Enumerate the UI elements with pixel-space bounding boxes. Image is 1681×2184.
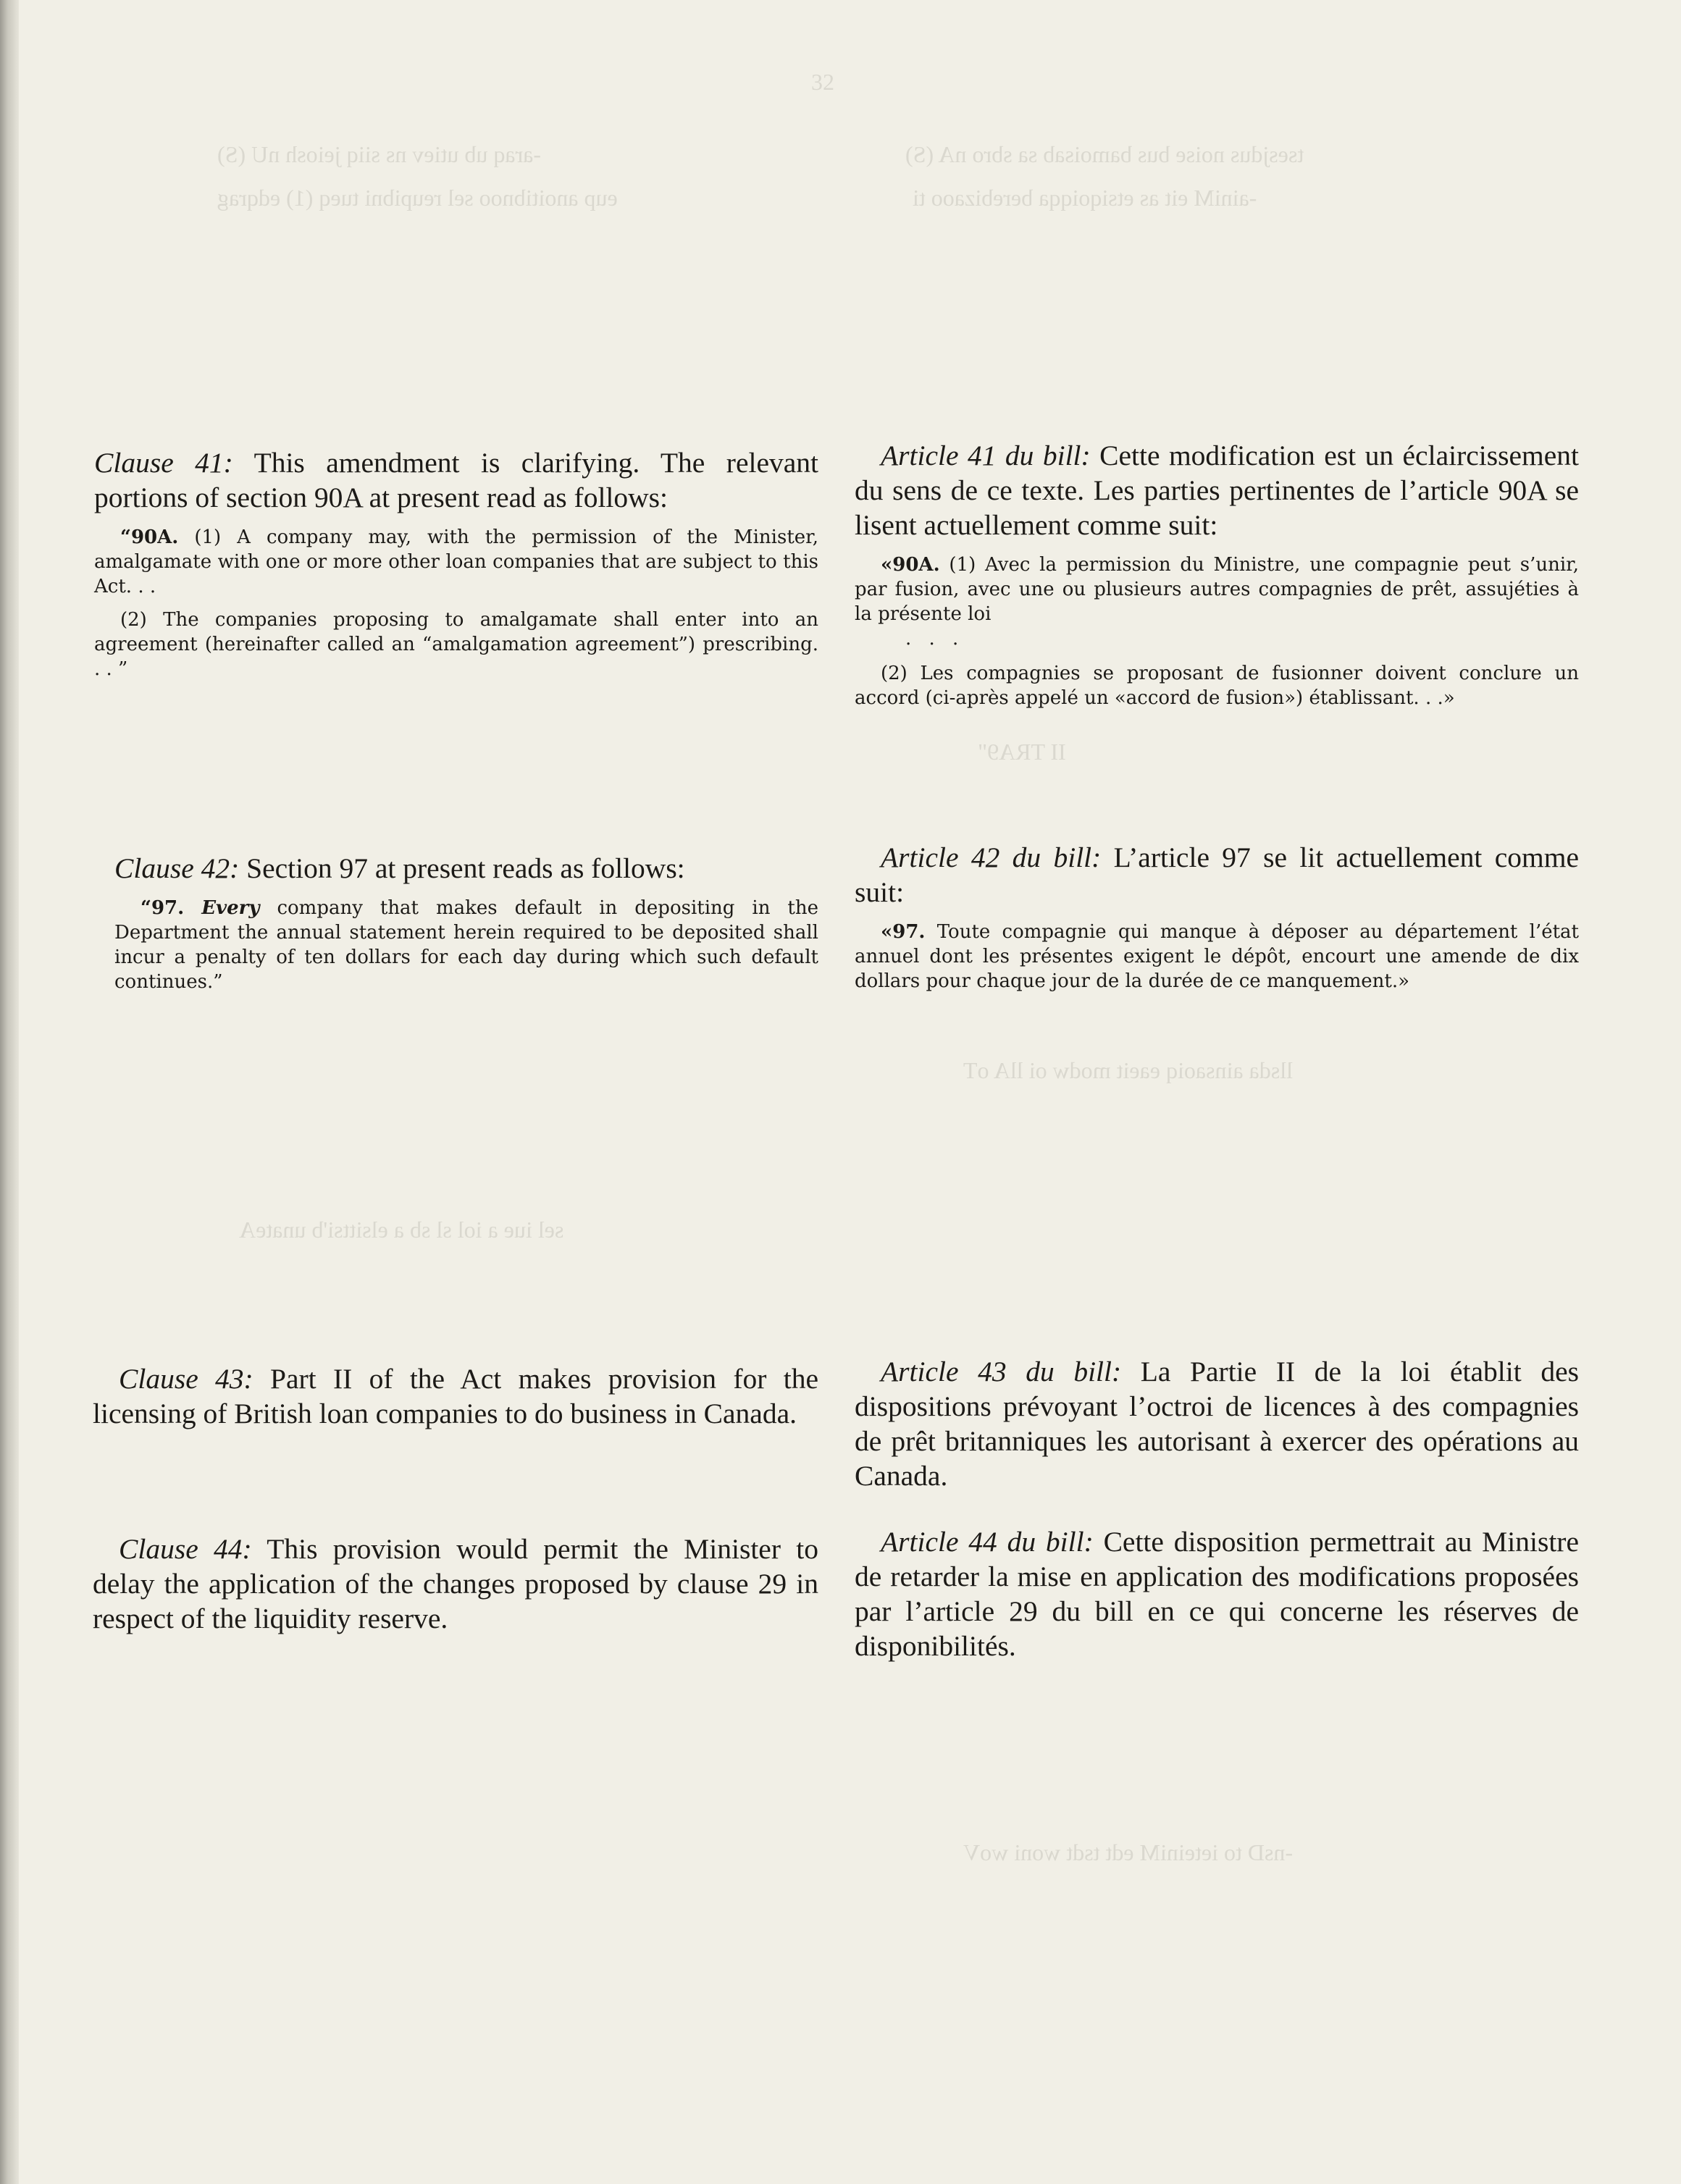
quote-section-number: “90A. (120, 526, 179, 548)
clause-41-section (94, 445, 818, 681)
article-44-label: Article 44 du bill: (881, 1526, 1094, 1558)
clause-42-text: Section 97 at present reads as follows: (239, 852, 685, 884)
article-43-text: La Partie II de la loi établit des dispositions prévoyant l’octroi de licences à des compagnies de prêt britanniques les autorisant à exercer des opérations au Canada. (855, 1356, 1579, 1492)
clause-42-section (114, 851, 818, 994)
article-41-section (855, 438, 1579, 710)
article-41-label: Article 41 du bill: (881, 440, 1091, 471)
show-through-text: -ainiM eit as etsiqoiqqa berebizaoo ti (913, 185, 1257, 211)
article-44-paragraph (855, 1524, 1579, 1663)
show-through-text: tsesjdus noise bus bamoisab sa sbro nA (S) (905, 141, 1304, 167)
show-through-text: sel iue a iol sl sb a elsittsi'b unateA (239, 1217, 564, 1243)
article-44-section (855, 1524, 1579, 1663)
clause-41-quote-2 (94, 608, 818, 681)
clause-42-paragraph (114, 851, 818, 886)
clause-41-quote-1 (94, 525, 818, 599)
clause-44-section (93, 1532, 818, 1636)
clause-43-section (93, 1361, 818, 1431)
quote-text: (2) Les compagnies se proposant de fusionner doivent conclure un accord (ci-après appelé un «accord de fusion») établissant. . .» (855, 663, 1579, 709)
article-41-quote-1 (855, 553, 1579, 626)
quote-text: (1) A company may, with the permission of the Minister, amalgamate with one or more other loan companies that are subject to this Act. . . (94, 526, 818, 597)
article-41-text: Cette modification est un éclaircissement du sens de ce texte. Les parties pertinentes de l’article 90A se lisent actuellement comme suit: (855, 440, 1579, 541)
quote-section-number: «97. (881, 921, 926, 943)
clause-44-text: This provision would permit the Minister to delay the application of the changes proposed by clause 29 in respect of the liquidity reserve. (93, 1533, 818, 1634)
quote-text: company that makes default in depositing in the Department the annual statement herein required to be deposited shall incur a penalty of ten dollars for each day during which such default continues.” (114, 897, 818, 993)
article-42-quote (855, 920, 1579, 994)
show-through-text: -nsD to ieteiniM edt tsdt woni woV (963, 1839, 1294, 1865)
show-through-text: II TRA9" (978, 739, 1066, 765)
article-43-label: Article 43 du bill: (881, 1356, 1122, 1387)
clause-44-label: Clause 44: (119, 1533, 252, 1565)
clause-43-paragraph (93, 1361, 818, 1431)
article-41-quote-2 (855, 661, 1579, 710)
quote-first-word: Every (201, 897, 260, 919)
clause-43-label: Clause 43: (119, 1363, 253, 1395)
show-through-text: llsda ainsaoiq eaeit modw oi llA oT (963, 1057, 1294, 1083)
clause-41-label: Clause 41: (94, 447, 233, 479)
quote-text: Toute compagnie qui manque à déposer au département l’état annuel dont les présentes exigent le dépôt, encourt une amende de dix dollars pour chaque jour de la durée de ce manquement.» (855, 921, 1579, 992)
article-42-text: L’article 97 se lit actuellement comme suit: (855, 841, 1579, 908)
clause-41-text: This amendment is clarifying. The relevant portions of section 90A at present read as follows: (94, 447, 818, 513)
quote-section-number: «90A. (881, 554, 940, 576)
quote-text: (2) The companies proposing to amalgamate shall enter into an agreement (hereinafter called an “amalgamation agreement”) prescribing. . . ” (94, 609, 818, 680)
show-through-page-number: 32 (811, 69, 834, 95)
article-42-label: Article 42 du bill: (881, 841, 1102, 873)
clause-42-label: Clause 42: (114, 852, 240, 884)
article-41-paragraph (855, 438, 1579, 542)
article-44-text: Cette disposition permettrait au Ministre de retarder la mise en application des modifications proposées par l’article 29 du bill en ce qui concerne les réserves de disponibilités. (855, 1526, 1579, 1662)
page-binding-edge (0, 0, 19, 2184)
show-through-text: eup anoitibnoo sel reupibni tueq (1) edqrag (217, 185, 618, 211)
article-41-quote-ellipsis: . . . (905, 628, 965, 650)
clause-42-quote (114, 896, 818, 994)
article-42-paragraph (855, 840, 1579, 910)
clause-41-paragraph (94, 445, 818, 515)
article-43-section (855, 1354, 1579, 1493)
quote-section-number: “97. (141, 897, 185, 919)
quote-text: (1) Avec la permission du Ministre, une compagnie peut s’unir, par fusion, avec une ou plusieurs autres compagnies de prêt, assujéties à la présente loi (855, 554, 1579, 625)
clause-43-text: Part II of the Act makes provision for the licensing of British loan companies to do business in Canada. (93, 1363, 818, 1429)
article-43-paragraph (855, 1354, 1579, 1493)
show-through-text: -araq ub utiev ns siiq jeiosh nU (S) (217, 141, 542, 167)
clause-44-paragraph (93, 1532, 818, 1636)
article-42-section (855, 840, 1579, 994)
